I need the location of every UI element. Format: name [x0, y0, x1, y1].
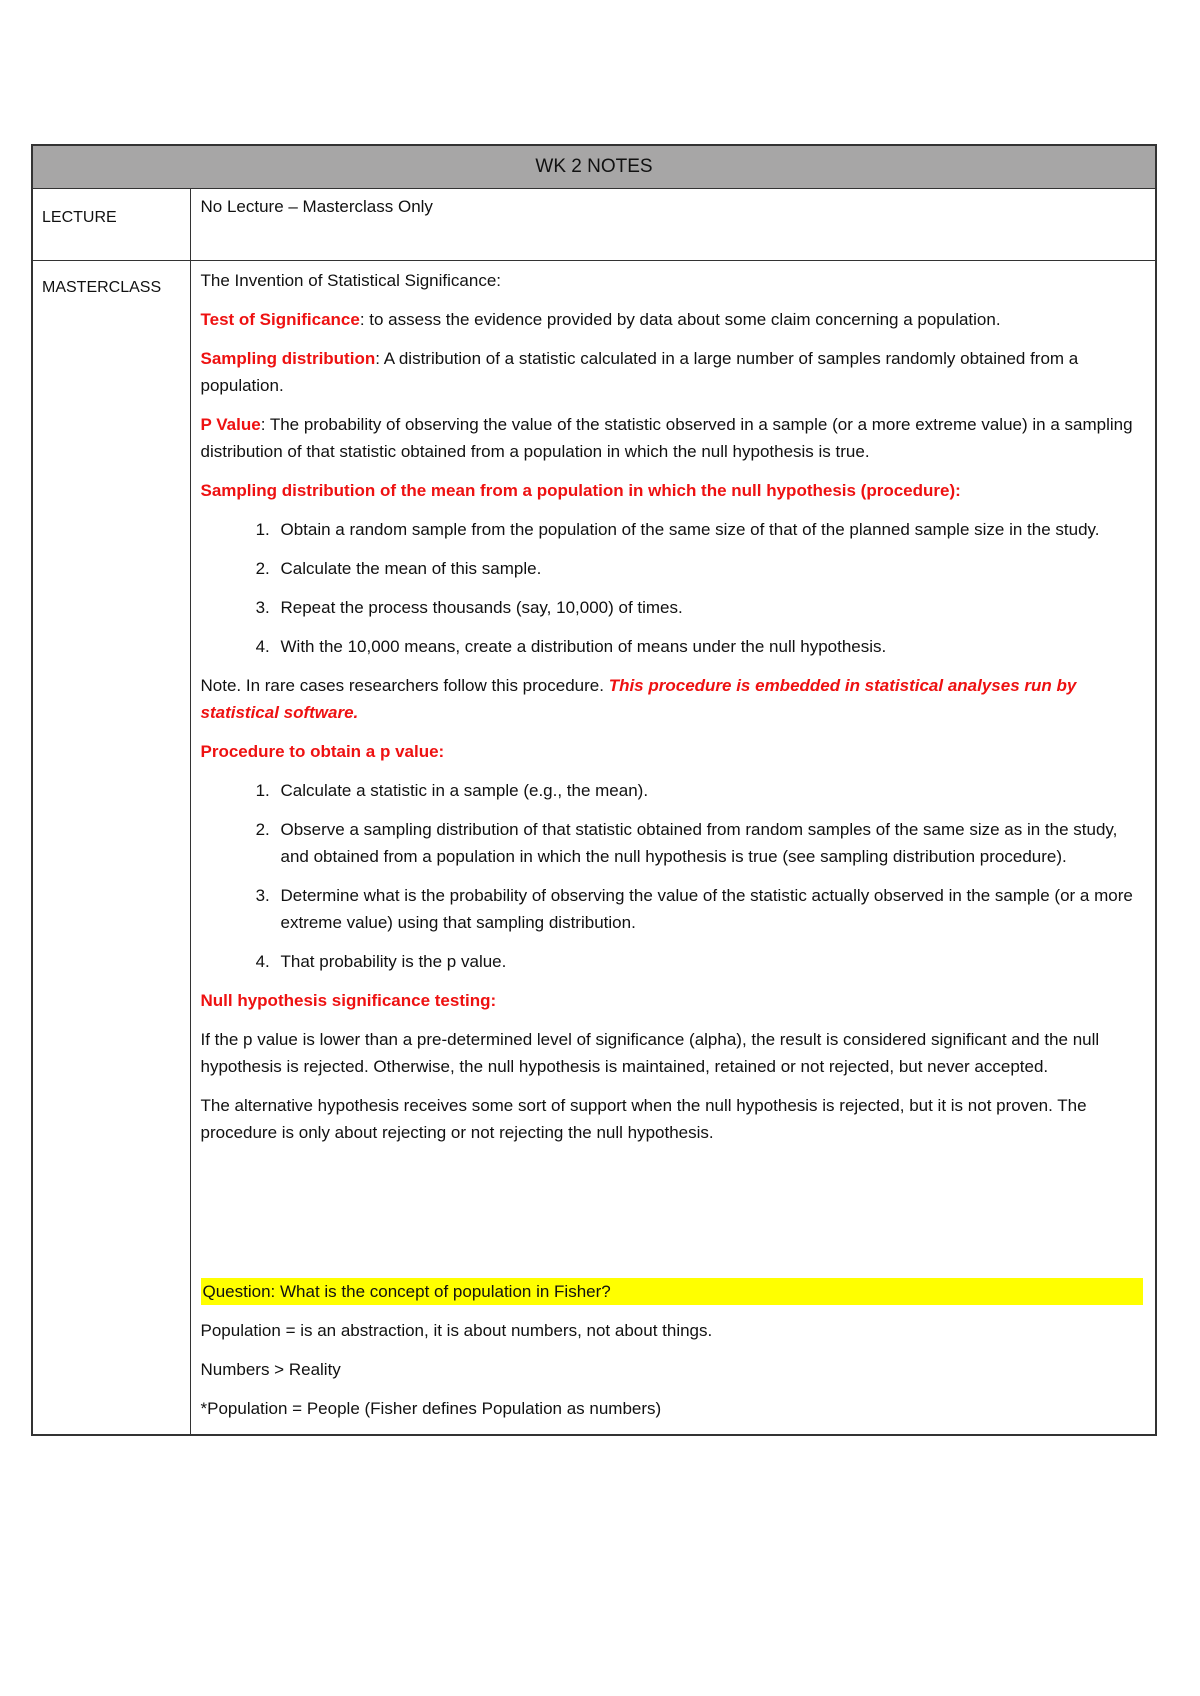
- table-title: WK 2 NOTES: [32, 145, 1156, 189]
- notes-table: [31, 144, 1157, 1436]
- list-item: 4. With the 10,000 means, create a distribution of means under the null hypothesis.: [275, 633, 1146, 660]
- list-item: 3. Repeat the process thousands (say, 10,000) of times.: [275, 594, 1146, 621]
- procedure-list: [201, 516, 1146, 660]
- p-value-definition: [201, 411, 1146, 465]
- nhst-paragraph: If the p value is lower than a pre-determined level of significance (alpha), the result is considered significant and the null hypothesis is rejected. Otherwise, the null hypothesis is maintained, retained or not rejected, but never accepted.: [200, 1030, 1100, 1076]
- term: P Value: [200, 415, 261, 434]
- list-item: 3. Determine what is the probability of observing the value of the statistic actually observed in the sample (or a more extreme value) using that sampling distribution.: [275, 882, 1146, 936]
- list-item: 1. Obtain a random sample from the population of the same size of that of the planned sample size in the study.: [275, 516, 1146, 543]
- procedure-heading: Sampling distribution of the mean from a population in which the null hypothesis (procedure):: [200, 481, 961, 500]
- lecture-value: No Lecture – Masterclass Only: [190, 189, 1156, 261]
- test-of-significance-definition: [201, 306, 1146, 333]
- list-item: 4. That probability is the p value.: [275, 948, 1146, 975]
- procedure-note: [201, 672, 1146, 726]
- p-value-procedure-list: [201, 777, 1146, 975]
- list-item: 1. Calculate a statistic in a sample (e.g., the mean).: [275, 777, 1146, 804]
- blank-space: [201, 1158, 1146, 1278]
- term: Test of Significance: [200, 310, 360, 329]
- list-item: 2. Observe a sampling distribution of that statistic obtained from random samples of the same size as in the study, and obtained from a population in which the null hypothesis is true (see sampling distribution procedure).: [275, 816, 1146, 870]
- note-text: Note. In rare cases researchers follow this procedure.: [200, 676, 609, 695]
- list-item: 2. Calculate the mean of this sample.: [275, 555, 1146, 582]
- nhst-heading: Null hypothesis significance testing:: [200, 991, 497, 1010]
- definition: : The probability of observing the value of the statistic observed in a sample (or a more extreme value) in a sampling distribution of that statistic obtained from a population in which the null hypothesis is true.: [200, 415, 1133, 461]
- p-value-procedure-heading: Procedure to obtain a p value:: [200, 742, 445, 761]
- answer-line: Numbers > Reality: [200, 1360, 341, 1379]
- highlighted-question: Question: What is the concept of population in Fisher?: [201, 1278, 1143, 1305]
- masterclass-label: MASTERCLASS: [32, 261, 190, 1436]
- term: Sampling distribution: [200, 349, 376, 368]
- sampling-distribution-definition: [201, 345, 1146, 399]
- lecture-label: LECTURE: [32, 189, 190, 261]
- note-emphasis: This procedure is embedded in statistical analyses run by statistical software.: [200, 676, 1077, 722]
- definition: : to assess the evidence provided by data about some claim concerning a population.: [359, 310, 1001, 329]
- definition: : A distribution of a statistic calculated in a large number of samples randomly obtained from a population.: [200, 349, 1079, 395]
- masterclass-content: [190, 261, 1156, 1436]
- notes-page: [31, 144, 1155, 1436]
- answer-line: *Population = People (Fisher defines Population as numbers): [200, 1399, 662, 1418]
- answer-line: Population = is an abstraction, it is about numbers, not about things.: [200, 1321, 713, 1340]
- intro-text: The Invention of Statistical Significance:: [200, 271, 501, 290]
- nhst-paragraph: The alternative hypothesis receives some sort of support when the null hypothesis is rejected, but it is not proven. The procedure is only about rejecting or not rejecting the null hypothesis.: [200, 1096, 1087, 1142]
